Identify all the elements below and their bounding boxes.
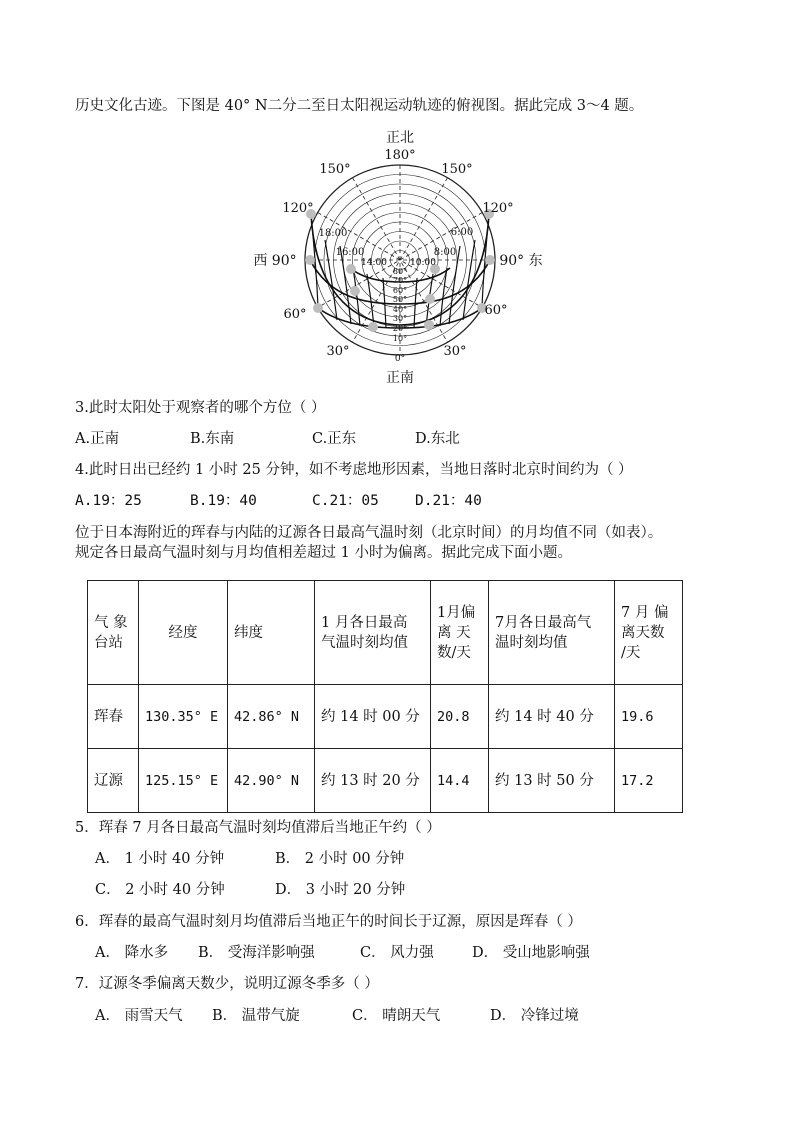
label-30-left: 30° <box>326 344 350 359</box>
q3-option-a: A.正南 <box>75 431 120 447</box>
q5-stem: 5．珲春 7 月各日最高气温时刻均值滞后当地正午约（ ） <box>75 820 441 836</box>
cell-jul-dev: 19.6 <box>615 685 683 749</box>
q7-option-c: C． 晴朗天气 <box>352 1008 441 1024</box>
label-west: 西 90° <box>253 253 297 269</box>
label-30-right: 30° <box>443 344 467 359</box>
cell-jan-time: 约 13 时 20 分 <box>315 749 431 813</box>
th-station: 气 象 台站 <box>88 581 139 685</box>
q3-option-b: B.东南 <box>190 431 235 447</box>
label-1800: 18:00 <box>318 228 348 239</box>
label-alt-60: 60° <box>392 286 408 295</box>
label-60-right: 60° <box>484 303 508 318</box>
label-600: 6:00 <box>450 227 474 238</box>
label-north: 正北 <box>386 130 414 146</box>
label-alt-50: 50° <box>392 295 408 304</box>
cell-station: 辽源 <box>88 749 139 813</box>
cell-station: 珲春 <box>88 685 139 749</box>
q6-option-c: C． 风力强 <box>360 945 434 961</box>
cell-longitude: 130.35° E <box>139 685 228 749</box>
label-south: 正南 <box>386 370 414 386</box>
th-jan-dev: 1月偏 离 天 数/天 <box>431 581 489 685</box>
label-150-right: 150° <box>441 162 473 177</box>
q4-option-c: C.21：05 <box>312 493 379 509</box>
label-1400: 14:00 <box>361 258 387 268</box>
q4-option-a: A.19：25 <box>75 493 142 509</box>
passage-line-2: 规定各日最高气温时刻与月均值相差超过 1 小时为偏离。据此完成下面小题。 <box>75 545 572 561</box>
cell-jul-dev: 17.2 <box>615 749 683 813</box>
label-120-left: 120° <box>282 201 314 216</box>
label-alt-80: 80° <box>392 267 408 276</box>
q5-option-d: D． 3 小时 20 分钟 <box>275 882 406 898</box>
th-longitude: 经度 <box>139 581 228 685</box>
q6-option-a: A． 降水多 <box>95 945 169 961</box>
cell-jan-dev: 20.8 <box>431 685 489 749</box>
q4-option-d: D.21：40 <box>415 493 482 509</box>
cell-longitude: 125.15° E <box>139 749 228 813</box>
cell-jul-time: 约 14 时 40 分 <box>489 685 615 749</box>
table-row <box>88 749 683 813</box>
label-60-left: 60° <box>283 307 307 322</box>
q3-option-c: C.正东 <box>312 431 357 447</box>
label-120-right: 120° <box>482 201 514 216</box>
q6-option-b: B． 受海洋影响强 <box>198 945 315 961</box>
label-150-left: 150° <box>319 162 351 177</box>
th-jan-time: 1 月各日最高 气温时刻均值 <box>315 581 431 685</box>
temperature-table <box>87 580 683 813</box>
intro-text: 历史文化古迹。下图是 40° N二分二至日太阳视运动轨迹的俯视图。据此完成 3～4 题。 <box>75 98 644 114</box>
cell-jan-dev: 14.4 <box>431 749 489 813</box>
q6-option-d: D． 受山地影响强 <box>472 945 590 961</box>
label-1000: 10:00 <box>410 258 436 268</box>
q7-stem: 7．辽源冬季偏离天数少，说明辽源冬季多（ ） <box>75 976 379 992</box>
label-alt-70: 70° <box>392 276 408 285</box>
q3-stem: 3.此时太阳处于观察者的哪个方位（ ） <box>75 400 326 416</box>
th-latitude: 纬度 <box>228 581 315 685</box>
cell-latitude: 42.86° N <box>228 685 315 749</box>
cell-jul-time: 约 13 时 50 分 <box>489 749 615 813</box>
label-alt-10: 10° <box>392 334 408 343</box>
label-east: 90° 东 <box>499 253 543 269</box>
q5-option-b: B． 2 小时 00 分钟 <box>275 851 405 867</box>
label-alt-30: 30° <box>392 314 408 323</box>
th-jul-dev: 7 月 偏 离天数 /天 <box>615 581 683 685</box>
q7-option-b: B． 温带气旋 <box>212 1008 300 1024</box>
label-0: 0° <box>394 354 406 364</box>
label-800: 8:00 <box>433 247 457 258</box>
q4-stem: 4.此时日出已经约 1 小时 25 分钟，如不考虑地形因素，当地日落时北京时间约为（ ） <box>75 462 633 478</box>
q7-option-d: D． 冷锋过境 <box>490 1008 579 1024</box>
table-row <box>88 685 683 749</box>
q4-option-b: B.19：40 <box>190 493 257 509</box>
q5-option-c: C． 2 小时 40 分钟 <box>95 882 225 898</box>
sun-path-diagram <box>245 128 543 390</box>
q3-option-d: D.东北 <box>415 431 460 447</box>
label-alt-40: 40° <box>392 305 408 314</box>
table-header-row <box>88 581 683 685</box>
label-1600: 16:00 <box>335 247 365 258</box>
q6-stem: 6．珲春的最高气温时刻月均值滞后当地正午的时间长于辽源，原因是珲春（ ） <box>75 914 582 930</box>
cell-jan-time: 约 14 时 00 分 <box>315 685 431 749</box>
label-alt-20: 20° <box>392 324 408 333</box>
th-jul-time: 7月各日最高气 温时刻均值 <box>489 581 615 685</box>
q7-option-a: A． 雨雪天气 <box>95 1008 183 1024</box>
q5-option-a: A． 1 小时 40 分钟 <box>95 851 225 867</box>
label-180: 180° <box>384 148 416 163</box>
cell-latitude: 42.90° N <box>228 749 315 813</box>
passage-line-1: 位于日本海附近的珲春与内陆的辽源各日最高气温时刻（北京时间）的月均值不同（如表）。 <box>75 525 663 541</box>
